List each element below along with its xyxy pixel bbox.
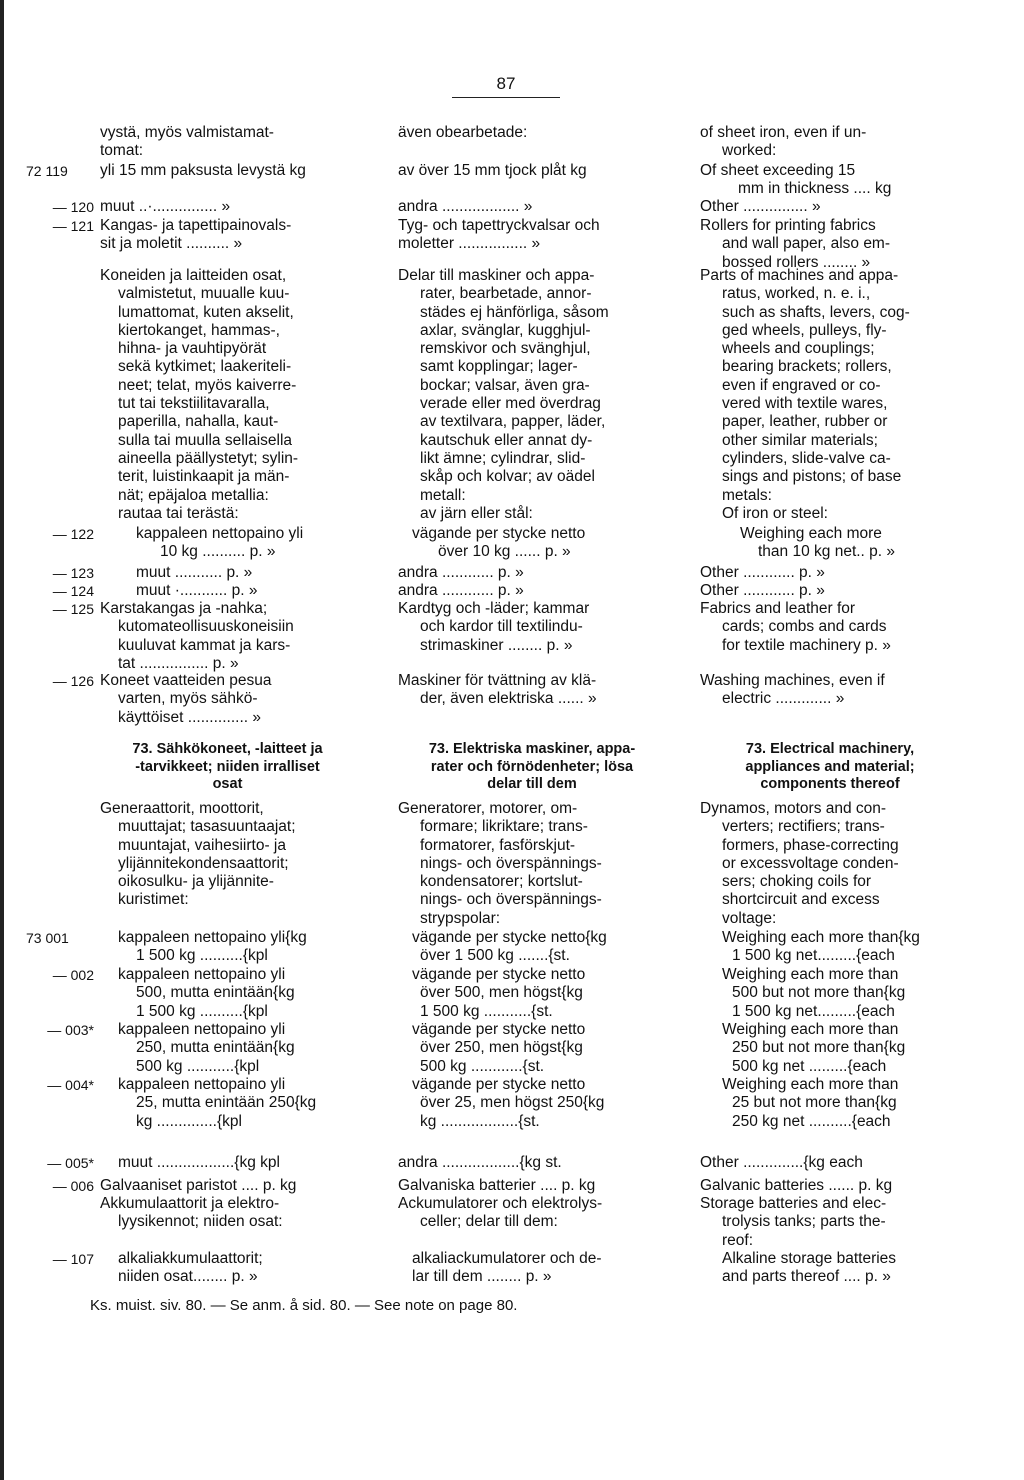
en-row-006: Galvanic batteries ...... p. kg [700,1177,893,1194]
en-row-107: Alkaline storage batteries and parts thereof .... p. » [722,1250,897,1286]
sv-row-006: Galvaniska batterier .... p. kg [398,1177,596,1194]
en-row-005: Other ..............{kg each [700,1154,863,1171]
sv-row-125: Kardtyg och -läder; kammar och kardor till textilindu- strimaskiner ........ p. » [398,600,590,654]
en-row-001: Weighing each more than{kg 1 500 kg net.........{each [722,929,920,965]
en-row-121: Rollers for printing fabrics and wall paper, also em- bossed rollers ........ » [700,217,891,271]
scan-edge [0,0,4,1480]
fi-row-005: — 005* muut ..................{kg kpl [47,1154,280,1171]
en-row-122: Weighing each more than 10 kg net.. p. » [740,525,896,561]
fi-heading-73: 73. Sähkökoneet, -laitteet ja -tarvikkeet; niiden irralliset osat [132,741,323,792]
en-row-126: Washing machines, even if electric ............. » [700,672,885,708]
sv-row-001: vägande per stycke netto{kg över 1 500 kg .......{st. [412,929,607,965]
sv-row-004: vägande per stycke netto över 25, men högst 250{kg kg ..................{st. [412,1076,605,1130]
fi-parts-heading: Koneiden ja laitteiden osat, valmistetut, muualle kuu- lumattomat, kuten akselit, kiertokanget, hammas-, hihna- ja vauhtipyörät sekä kytkimet; laakeriteli- neet; telat, myös kaiverre- tut tai tekstiilitavaralla, paperilla, nahalla, kaut- sulla tai muulla sellaisella aineella päällystetyt; sylin- terit, luistinkaapit ja män- nät; epäjaloa metallia: rautaa tai terästä: [100,267,299,522]
en-intro: of sheet iron, even if un- worked: [700,124,867,160]
sv-row-120: andra .................. » [398,198,533,215]
fi-row-125: — 125 Karstakangas ja -nahka; kutomateollisuuskoneisiin kuuluvat kammat ja kars- tat ................ p. » [52,600,294,672]
footnote: Ks. muist. siv. 80. — Se anm. å sid. 80. — See note on page 80. [90,1297,518,1314]
sv-row-124: andra ............ p. » [398,582,524,599]
fi-row-107: — 107 alkaliakkumulaattorit; niiden osat........ p. » [52,1250,263,1286]
en-heading-73: 73. Electrical machinery, appliances and material; components thereof [745,741,915,792]
fi-row-001: 73 001 kappaleen nettopaino yli{kg 1 500 kg ..........{kpl [26,929,307,965]
sv-parts-heading: Delar till maskiner och appa- rater, bearbetade, annor- städes ej hänförliga, såsom axlar, svänglar, kugghjul- remskivor och svänghjul, samt kopplingar; lager- bockar; valsar, även gra- verade eller med överdrag av textilvara, papper, läder, kautschuk eller annat dy- likt ämne; cylindrar, slid- skåp och kolvar; av oädel metall: av järn eller stål: [398,267,609,522]
sv-heading-73: 73. Elektriska maskiner, appa- rater och förnödenheter; lösa delar till dem [428,741,636,792]
sv-row-122: vägande per stycke netto över 10 kg ...... p. » [412,525,586,561]
fi-row-123: — 123 muut ........... p. » [52,564,253,581]
fi-row-003: — 003* kappaleen nettopaino yli 250, mutta enintään{kg 500 kg ...........{kpl [47,1021,295,1075]
sv-row-107: alkaliackumulatorer och de- lar till dem ........ p. » [412,1250,602,1286]
fi-row-122: — 122 kappaleen nettopaino yli 10 kg .......... p. » [52,525,304,561]
en-row-002: Weighing each more than 500 but not more than{kg 1 500 kg net.........{each [722,966,906,1020]
fi-row-119: 72 119 yli 15 mm paksusta levystä kg [26,162,306,179]
page-number-rule [452,97,560,98]
fi-row-002: — 002 kappaleen nettopaino yli 500, mutta enintään{kg 1 500 kg ..........{kpl [52,966,295,1020]
fi-row-126: — 126 Koneet vaatteiden pesua varten, myös sähkö- käyttöiset .............. » [52,672,272,726]
page-number: 87 [496,74,516,93]
en-row-125: Fabrics and leather for cards; combs and cards for textile machinery p. » [700,600,891,654]
en-row-119: Of sheet exceeding 15 mm in thickness .... kg [700,162,892,198]
sv-row-119: av över 15 mm tjock plåt kg [398,162,587,179]
fi-row-120: — 120 muut ..·............... » [52,198,231,215]
fi-row-004: — 004* kappaleen nettopaino yli 25, mutta enintään 250{kg kg ..............{kpl [47,1076,317,1130]
sv-generators: Generatorer, motorer, om- formare; likriktare; trans- formatorer, fasförskjut- nings- och överspännings- kondensatorer; kortslut- nings- och överspännings- strypspolar: [398,800,602,927]
sv-intro: även obearbetade: [398,124,528,141]
sv-row-005: andra ..................{kg st. [398,1154,562,1171]
en-parts-heading: Parts of machines and appa- ratus, worked, n. e. i., such as shafts, levers, cog- ged wheels, pulleys, fly- wheels and couplings; bearing brackets; rollers, even if engraved or co- vered with textile wares, paper, leather, rubber or other similar materials; cylinders, slide-valve ca- sings and pistons; of base metals: Of iron or steel: [700,267,910,522]
en-row-004: Weighing each more than 25 but not more than{kg 250 kg net ..........{each [722,1076,899,1130]
fi-accumulators: Akkumulaattorit ja elektro- lyysikennot; niiden osat: [100,1195,283,1231]
sv-row-003: vägande per stycke netto över 250, men högst{kg 500 kg ............{st. [412,1021,586,1075]
sv-row-123: andra ............ p. » [398,564,524,581]
en-row-003: Weighing each more than 250 but not more than{kg 500 kg net .........{each [722,1021,906,1075]
sv-accumulators: Ackumulatorer och elektrolys- celler; delar till dem: [398,1195,603,1231]
fi-generators: Generaattorit, moottorit, muuttajat; tasasuuntaajat; muuntajat, vaihesiirto- ja ylijännitekondensaattorit; oikosulku- ja ylijännite- kuristimet: [100,800,296,909]
en-row-120: Other ............... » [700,198,821,215]
fi-row-124: — 124 muut ·........... p. » [52,582,258,599]
sv-row-126: Maskiner för tvättning av klä- der, även elektriska ...... » [398,672,597,708]
sv-row-002: vägande per stycke netto över 500, men högst{kg 1 500 kg ...........{st. [412,966,586,1020]
en-accumulators: Storage batteries and elec- trolysis tanks; parts the- reof: [700,1195,887,1249]
en-row-123: Other ............ p. » [700,564,825,581]
fi-intro: vystä, myös valmistamat- tomat: [100,124,274,160]
fi-row-121: — 121 Kangas- ja tapettipainovals- sit ja moletit .......... » [52,217,292,253]
en-generators: Dynamos, motors and con- verters; rectifiers; trans- formers, phase-correcting or excessvoltage conden- sers; choking coils for shortcircuit and excess voltage: [700,800,899,927]
fi-row-006: — 006 Galvaaniset paristot .... p. kg [52,1177,297,1194]
sv-row-121: Tyg- och tapettryckvalsar och moletter ................ » [398,217,600,253]
en-row-124: Other ............ p. » [700,582,825,599]
